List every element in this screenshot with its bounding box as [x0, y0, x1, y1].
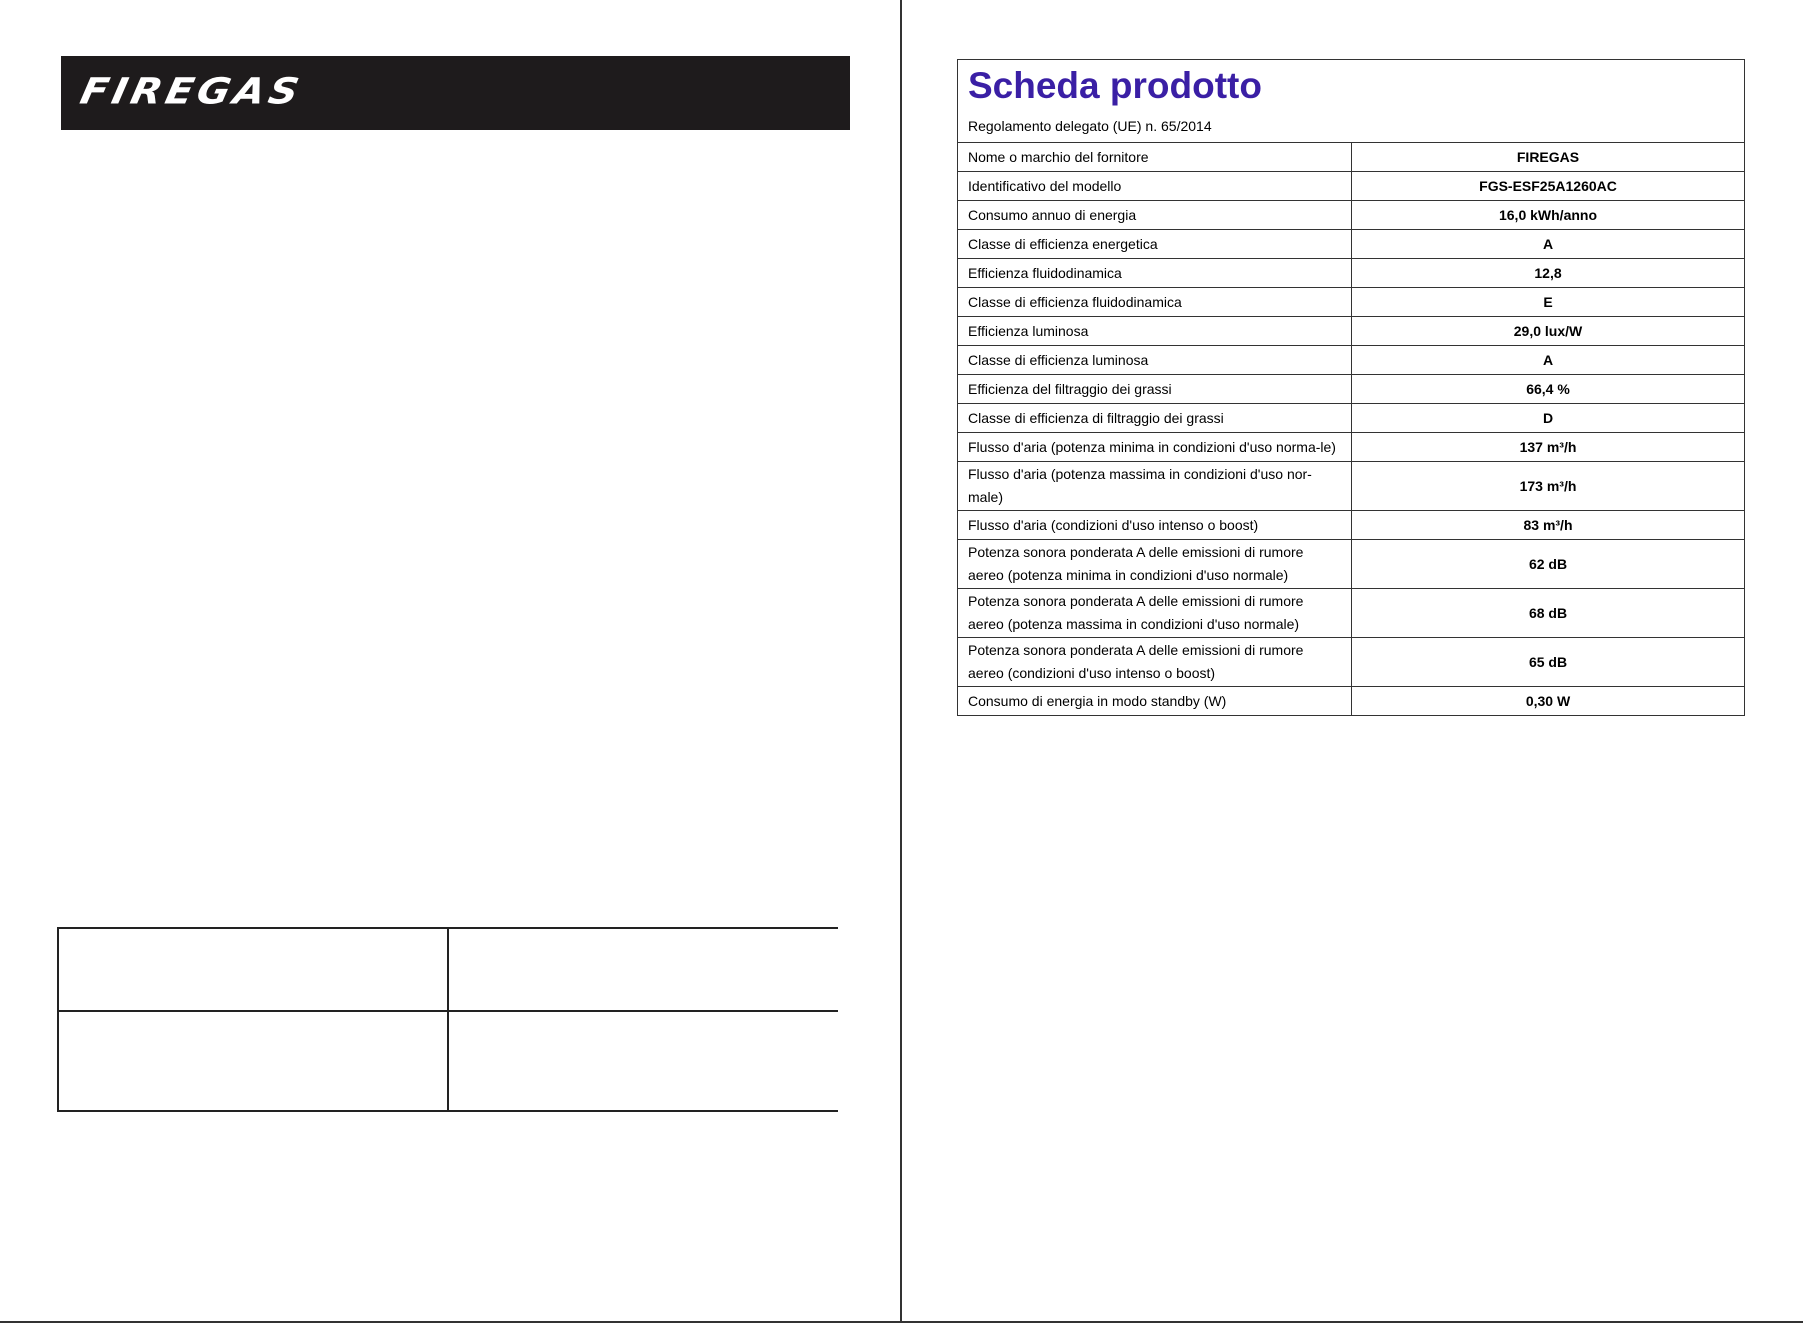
- row-value: D: [1352, 404, 1745, 433]
- row-value: 68 dB: [1352, 589, 1745, 638]
- row-label: Efficienza luminosa: [958, 317, 1352, 346]
- brand-bar: [61, 56, 850, 130]
- table-cell: [58, 1011, 448, 1111]
- table-row: [958, 687, 1744, 716]
- bottom-rule: [0, 1321, 1803, 1323]
- row-label: Flusso d'aria (potenza minima in condizioni d'uso norma-le): [958, 433, 1352, 462]
- row-label: Nome o marchio del fornitore: [958, 143, 1352, 172]
- row-value: 0,30 W: [1352, 687, 1745, 716]
- row-value: 65 dB: [1352, 638, 1745, 687]
- table-row: [958, 375, 1744, 404]
- row-value: 83 m³/h: [1352, 511, 1745, 540]
- table-row: [958, 346, 1744, 375]
- table-row: [58, 1011, 838, 1111]
- table-row: [958, 230, 1744, 259]
- table-row: [958, 404, 1744, 433]
- spec-table: [958, 143, 1744, 715]
- table-cell: [448, 1011, 838, 1111]
- row-value: FGS-ESF25A1260AC: [1352, 172, 1745, 201]
- row-value: 173 m³/h: [1352, 462, 1745, 511]
- row-label: Efficienza fluidodinamica: [958, 259, 1352, 288]
- row-label: Efficienza del filtraggio dei grassi: [958, 375, 1352, 404]
- row-value: FIREGAS: [1516, 149, 1580, 165]
- row-label: Classe di efficienza energetica: [958, 230, 1352, 259]
- table-row: [958, 462, 1744, 511]
- blank-table: [57, 927, 838, 1112]
- row-value: 12,8: [1352, 259, 1745, 288]
- row-value: 137 m³/h: [1352, 433, 1745, 462]
- sheet-title: Scheda prodotto: [968, 65, 1262, 106]
- table-row: [958, 201, 1744, 230]
- row-value: 66,4 %: [1352, 375, 1745, 404]
- table-row: [958, 259, 1744, 288]
- row-label: Potenza sonora ponderata A delle emissioni di rumore aereo (condizioni d'uso intenso o boost): [958, 638, 1352, 687]
- row-label: Consumo annuo di energia: [958, 201, 1352, 230]
- table-row: [958, 172, 1744, 201]
- row-value: 16,0 kWh/anno: [1352, 201, 1745, 230]
- brand-logo: FIREGAS: [76, 71, 307, 113]
- table-row: [958, 540, 1744, 589]
- row-label: Classe di efficienza fluidodinamica: [958, 288, 1352, 317]
- page-divider: [900, 0, 902, 1322]
- table-row: [958, 317, 1744, 346]
- spec-table-body: [958, 143, 1744, 715]
- row-label: Consumo di energia in modo standby (W): [958, 687, 1352, 716]
- table-cell: [448, 928, 838, 1011]
- row-label: Potenza sonora ponderata A delle emissioni di rumore aereo (potenza minima in condizioni d'uso normale): [958, 540, 1352, 589]
- row-value: 62 dB: [1352, 540, 1745, 589]
- row-label: Potenza sonora ponderata A delle emissioni di rumore aereo (potenza massima in condizioni d'uso normale): [958, 589, 1352, 638]
- table-cell: [58, 928, 448, 1011]
- sheet-header: [958, 60, 1744, 143]
- table-row: [958, 288, 1744, 317]
- row-label: Identificativo del modello: [958, 172, 1352, 201]
- table-row: [958, 511, 1744, 540]
- row-label: Flusso d'aria (potenza massima in condizioni d'uso nor-male): [958, 462, 1352, 511]
- row-value: A: [1352, 346, 1745, 375]
- table-row: [958, 433, 1744, 462]
- table-row: [958, 143, 1744, 172]
- table-row: [958, 638, 1744, 687]
- row-value: E: [1352, 288, 1745, 317]
- table-row: [958, 589, 1744, 638]
- row-value: 29,0 lux/W: [1352, 317, 1745, 346]
- table-row: [58, 928, 838, 1011]
- sheet-subtitle: Regolamento delegato (UE) n. 65/2014: [968, 118, 1212, 134]
- row-label: Classe di efficienza luminosa: [958, 346, 1352, 375]
- row-value: A: [1352, 230, 1745, 259]
- product-sheet: [957, 59, 1745, 716]
- row-label: Classe di efficienza di filtraggio dei grassi: [958, 404, 1352, 433]
- row-label: Flusso d'aria (condizioni d'uso intenso o boost): [958, 511, 1352, 540]
